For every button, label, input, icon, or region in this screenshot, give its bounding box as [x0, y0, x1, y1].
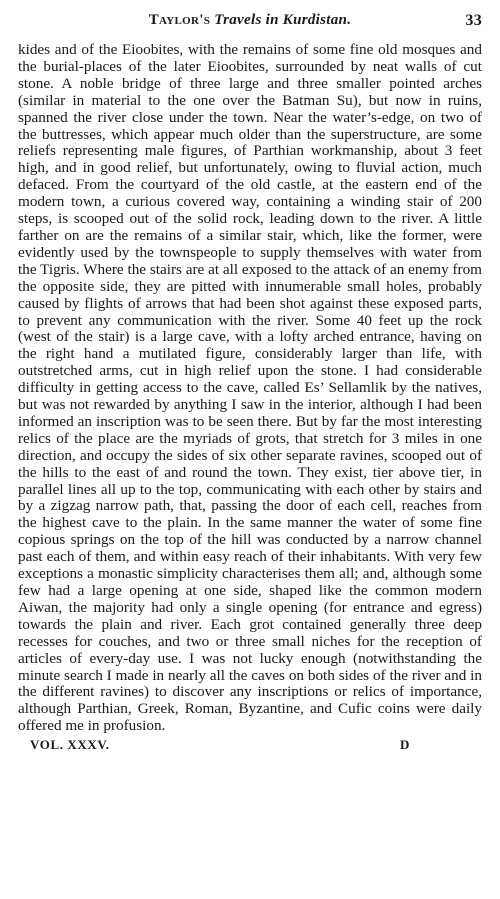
paragraph: kides and of the Eioobites, with the remains of some fine old mosques and the burial-places of the later Eioobites, surrounded by neat walls of cut stone. A noble bridge of three large and three smaller pointed arches (similar in material to the one over the Batman Su), but now in ruins, spanned the river close under the town. Near the water’s-edge, on two of the buttresses, which appear much older than the superstructure, are some reliefs representing male figures, of Parthian workmanship, about 3 feet high, and in good relief, but unfortunately, owing to fluvial action, much defaced. From the courtyard of the old castle, at the eastern end of the modern town, a curious covered way, containing a winding stair of 200 steps, is scooped out of the solid rock, leading down to the river. A little farther on are the remains of a similar stair, which, like the former, were evidently used by the townspeople to supply themselves with water from the Tigris. Where the stairs are at all exposed to the attack of an enemy from the opposite side, they are pitted with innumerable small holes, probably caused by flights of arrows that had been shot against these exposed parts, to prevent any communication with the river. Some 40 feet up the rock (west of the stair) is a large cave, with a lofty arched entrance, having on the right hand a mutilated figure, considerably larger than life, with outstretched arms, cut in high relief upon the stone. I had considerable difficulty in getting access to the cave, called Es’ Sellamlik by the natives, but was not rewarded by anything I saw in the interior, although I had been informed an inscription was to be seen there. But by far the most interesting relics of the place are the myriads of grots, that stretch for 3 miles in one direction, and occupy the sides of six other separate ravines, scooped out of the hills to the east of and round the town. They exist, tier above tier, in parallel lines all up to the top, communicating with each other by stairs and by a zigzag narrow path, that, passing the door of each cell, reaches from the highest cave to the plain. In the same manner the water of some fine copious springs on the top of the hill was conducted by a narrow channel past each of them, and within easy reach of their inhabitants. With very few exceptions a monastic simplicity characterises them all; and, although some few had a large opening at one side, shaped like the common modern Aiwan, the majority had only a single opening (for entrance and egress) towards the plain and river. Each grot contained generally three deep recesses for couches, and two or three small niches for the reception of articles of every-day use. I was not lucky enough (notwithstanding the minute search I made in nearly all the caves on both sides of the river and in the different ravines) to discover any inscriptions or relics of importance, although Parthian, Greek, Roman, Byzantine, and Cufic coins were daily offered me in profusion. — [18, 41, 482, 735]
running-header — [18, 12, 482, 36]
running-title-author: Taylor's — [148, 12, 211, 28]
running-title — [149, 12, 352, 29]
running-title-book: Travels in Kurdistan. — [214, 12, 352, 28]
signature-mark: D — [400, 737, 410, 753]
body-text — [18, 42, 482, 735]
page-number: 33 — [465, 12, 482, 29]
page-footer — [18, 737, 482, 755]
page — [18, 12, 482, 755]
volume-label: VOL. XXXV. — [30, 737, 110, 753]
